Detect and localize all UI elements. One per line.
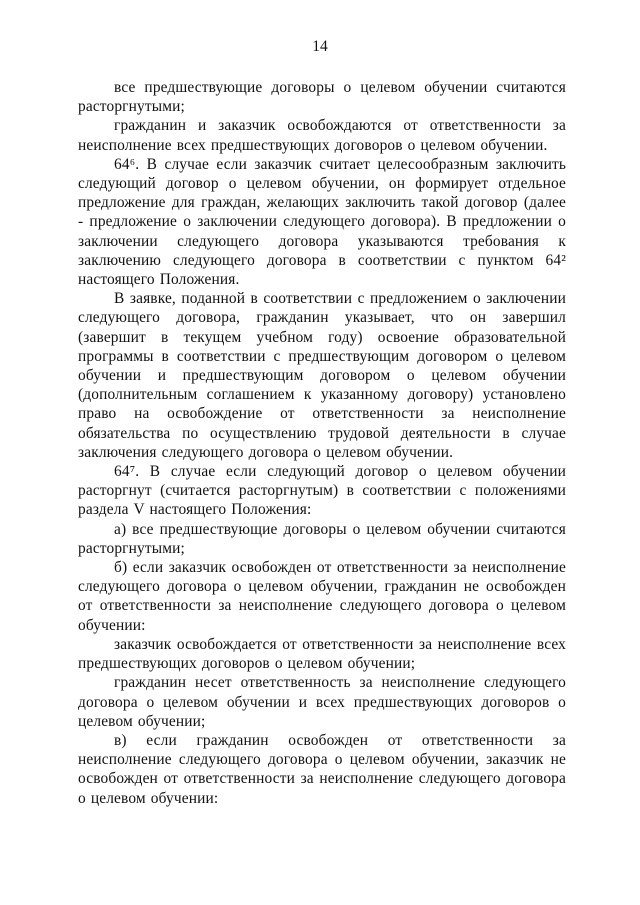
paragraph: а) все предшествующие договоры о целевом обучении считаются расторгнутыми; [78, 520, 566, 557]
paragraph: В заявке, поданной в соответствии с предложением о заключении следующего договора, гражданин указывает, что он завершил (завершит в текущем учебном году) освоение образовательной программы в соответствии с предшествующим договором о целевом обучении и предшествующим договором о целевом обучении (дополнительным соглашением к указанному договору) установлено право на освобождение от ответственности за неисполнение обязательства по осуществлению трудовой деятельности в случае заключения следующего договора о целевом обучении. [78, 290, 566, 461]
paragraph: в) если гражданин освобожден от ответственности за неисполнение следующего договора о целевом обучении, заказчик не освобожден от ответственности за неисполнение следующего договора о целевом обучении: [78, 731, 566, 807]
document-body [78, 78, 566, 808]
paragraph: гражданин несет ответственность за неисполнение следующего договора о целевом обучении и всех предшествующих договоров о целевом обучении; [78, 674, 566, 730]
paragraph: б) если заказчик освобожден от ответственности за неисполнение следующего договора о целевом обучении, гражданин не освобожден от ответственности за неисполнение следующего договора о целевом обучении: [78, 559, 566, 634]
paragraph: гражданин и заказчик освобождаются от ответственности за неисполнение всех предшествующих договоров о целевом обучении. [78, 117, 566, 154]
paragraph: 64⁷. В случае если следующий договор о целевом обучении расторгнут (считается расторгнутым) в соответствии с положениями раздела V настоящего Положения: [78, 463, 566, 519]
paragraph: все предшествующие договоры о целевом обучении считаются расторгнутыми; [78, 79, 566, 116]
paragraph: заказчик освобождается от ответственности за неисполнение всех предшествующих договоров о целевом обучении; [78, 635, 566, 673]
page-number: 14 [312, 38, 328, 55]
paragraph: 64⁶. В случае если заказчик считает целесообразным заключить следующий договор о целевом обучении, он формирует отдельное предложение для граждан, желающих заключить такой договор (далее - предложение о заключении следующего договора). В предложении о заключении следующего договора указываются требования к заключению следующего договора в соответствии с пунктом 64² настоящего Положения. [78, 155, 566, 289]
